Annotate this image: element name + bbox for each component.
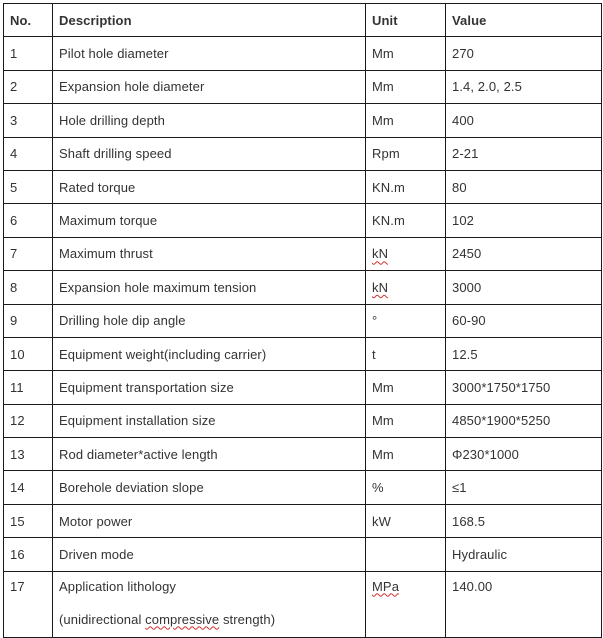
table-row	[4, 471, 602, 504]
cell-no-text: 2	[10, 79, 18, 95]
cell-description-text: Pilot hole diameter	[59, 46, 169, 62]
cell-value	[446, 471, 602, 504]
cell-description-text: Equipment transportation size	[59, 379, 234, 395]
table-row	[4, 571, 602, 637]
cell-no	[4, 137, 53, 170]
cell-value-text: 2450	[452, 246, 482, 262]
cell-value-text: 140.00	[452, 578, 493, 594]
cell-value	[446, 104, 602, 137]
cell-no	[4, 337, 53, 370]
cell-no-text: 10	[10, 346, 25, 362]
cell-unit	[366, 271, 446, 304]
cell-unit-text: Mm	[372, 379, 394, 395]
description-line2-part: compressive	[145, 611, 220, 627]
cell-no-text: 13	[10, 446, 25, 462]
table-row	[4, 504, 602, 537]
cell-description-text: Maximum thrust	[59, 246, 153, 262]
cell-no-text: 16	[10, 546, 25, 562]
table-row	[4, 538, 602, 571]
cell-unit	[366, 137, 446, 170]
cell-unit	[366, 70, 446, 103]
cell-unit-text: t	[372, 346, 376, 362]
cell-unit-text: kW	[372, 513, 391, 529]
cell-description	[53, 404, 366, 437]
header-row	[4, 4, 602, 37]
cell-unit	[366, 170, 446, 203]
cell-value-text: ≤1	[452, 480, 467, 496]
cell-unit-text: kN	[372, 246, 389, 262]
cell-unit	[366, 104, 446, 137]
cell-value-text: 270	[452, 46, 474, 62]
cell-value-text: 3000*1750*1750	[452, 379, 551, 395]
cell-no-text: 3	[10, 112, 18, 128]
cell-value-text: Φ230*1000	[452, 446, 519, 462]
cell-no-text: 12	[10, 413, 25, 429]
cell-no	[4, 404, 53, 437]
cell-value-text: 4850*1900*5250	[452, 413, 551, 429]
cell-unit-text: KN.m	[372, 213, 405, 229]
cell-unit	[366, 438, 446, 471]
cell-value	[446, 538, 602, 571]
cell-description-text: Shaft drilling speed	[59, 146, 172, 162]
cell-no-text: 14	[10, 480, 25, 496]
cell-description-text: Borehole deviation slope	[59, 480, 204, 496]
cell-description	[53, 538, 366, 571]
cell-unit-text: kN	[372, 279, 389, 295]
cell-unit	[366, 371, 446, 404]
cell-unit	[366, 404, 446, 437]
cell-unit	[366, 504, 446, 537]
cell-no-text: 7	[10, 246, 18, 262]
cell-unit-text: MPa	[372, 578, 400, 594]
cell-no-text: 15	[10, 513, 25, 529]
table-row	[4, 237, 602, 270]
table-row	[4, 204, 602, 237]
cell-description	[53, 504, 366, 537]
cell-unit-text: KN.m	[372, 179, 405, 195]
cell-description-text: Rated torque	[59, 179, 136, 195]
table-row	[4, 104, 602, 137]
cell-unit	[366, 571, 446, 637]
cell-no-text: 8	[10, 279, 18, 295]
cell-unit-text: Mm	[372, 413, 394, 429]
table-row	[4, 438, 602, 471]
cell-description-text: Motor power	[59, 513, 133, 529]
cell-description-text: Equipment weight(including carrier)	[59, 346, 267, 362]
cell-unit	[366, 237, 446, 270]
cell-description	[53, 371, 366, 404]
cell-no	[4, 571, 53, 637]
cell-description	[53, 37, 366, 70]
cell-no-text: 5	[10, 179, 18, 195]
cell-description	[53, 337, 366, 370]
cell-no	[4, 371, 53, 404]
description-line2-part: (unidirectional	[59, 611, 146, 627]
cell-description	[53, 237, 366, 270]
cell-value	[446, 170, 602, 203]
cell-value-text: 102	[452, 213, 474, 229]
cell-value	[446, 337, 602, 370]
cell-description-text: Hole drilling depth	[59, 112, 165, 128]
cell-unit	[366, 204, 446, 237]
table-row	[4, 404, 602, 437]
cell-value-text: 168.5	[452, 513, 486, 529]
table-row	[4, 337, 602, 370]
cell-description-text: Drilling hole dip angle	[59, 313, 186, 329]
table-row	[4, 70, 602, 103]
cell-unit	[366, 471, 446, 504]
cell-description	[53, 271, 366, 304]
cell-no	[4, 170, 53, 203]
cell-value	[446, 70, 602, 103]
cell-value-text: 60-90	[452, 313, 486, 329]
cell-value	[446, 371, 602, 404]
cell-value	[446, 204, 602, 237]
cell-no	[4, 104, 53, 137]
description-line2	[59, 612, 359, 627]
table-row	[4, 271, 602, 304]
header-description: Description	[53, 4, 366, 37]
cell-description	[53, 104, 366, 137]
header-no: No.	[4, 4, 53, 37]
table-row	[4, 170, 602, 203]
cell-value-text: 1.4, 2.0, 2.5	[452, 79, 522, 95]
cell-no-text: 4	[10, 146, 18, 162]
cell-no-text: 1	[10, 46, 18, 62]
cell-no	[4, 271, 53, 304]
cell-value	[446, 504, 602, 537]
header-unit: Unit	[366, 4, 446, 37]
cell-no	[4, 204, 53, 237]
cell-value-text: 3000	[452, 279, 482, 295]
description-line2-part: strength)	[219, 611, 276, 627]
cell-no-text: 17	[10, 578, 25, 594]
cell-description-text: Expansion hole diameter	[59, 79, 205, 95]
cell-no	[4, 70, 53, 103]
cell-description-text: Equipment installation size	[59, 413, 216, 429]
cell-unit-text: Mm	[372, 46, 394, 62]
cell-value	[446, 304, 602, 337]
cell-description	[53, 170, 366, 203]
cell-no-text: 6	[10, 213, 18, 229]
cell-description	[53, 70, 366, 103]
cell-no	[4, 471, 53, 504]
cell-value-text: 12.5	[452, 346, 478, 362]
cell-description-text: Driven mode	[59, 546, 134, 562]
cell-unit	[366, 304, 446, 337]
cell-description-text: Expansion hole maximum tension	[59, 279, 257, 295]
cell-value	[446, 237, 602, 270]
header-value: Value	[446, 4, 602, 37]
cell-description	[53, 204, 366, 237]
cell-value	[446, 137, 602, 170]
cell-unit-text: °	[372, 313, 378, 329]
table-row	[4, 304, 602, 337]
cell-no	[4, 37, 53, 70]
cell-unit-text: %	[372, 480, 384, 496]
cell-no	[4, 504, 53, 537]
cell-no	[4, 304, 53, 337]
cell-value-text: 2-21	[452, 146, 479, 162]
cell-no	[4, 438, 53, 471]
cell-value	[446, 271, 602, 304]
cell-value-text: 400	[452, 112, 474, 128]
cell-description	[53, 137, 366, 170]
table-row	[4, 37, 602, 70]
cell-unit	[366, 37, 446, 70]
cell-unit-text: Mm	[372, 446, 394, 462]
specification-table	[3, 3, 602, 638]
cell-unit-text: Mm	[372, 79, 394, 95]
cell-no-text: 11	[10, 379, 24, 395]
table-row	[4, 371, 602, 404]
cell-description	[53, 571, 366, 637]
cell-description	[53, 471, 366, 504]
cell-value	[446, 37, 602, 70]
cell-no	[4, 237, 53, 270]
cell-no-text: 9	[10, 313, 18, 329]
cell-description-text: Application lithology	[59, 578, 177, 594]
cell-description	[53, 304, 366, 337]
cell-unit-text: Rpm	[372, 146, 400, 162]
cell-description	[53, 438, 366, 471]
cell-description-text: Maximum torque	[59, 213, 158, 229]
cell-description-text: Rod diameter*active length	[59, 446, 218, 462]
cell-value	[446, 571, 602, 637]
cell-unit-text: Mm	[372, 112, 394, 128]
cell-value	[446, 438, 602, 471]
table-row	[4, 137, 602, 170]
cell-unit	[366, 538, 446, 571]
cell-value-text: 80	[452, 179, 467, 195]
cell-unit	[366, 337, 446, 370]
cell-no	[4, 538, 53, 571]
cell-value	[446, 404, 602, 437]
cell-value-text: Hydraulic	[452, 546, 508, 562]
